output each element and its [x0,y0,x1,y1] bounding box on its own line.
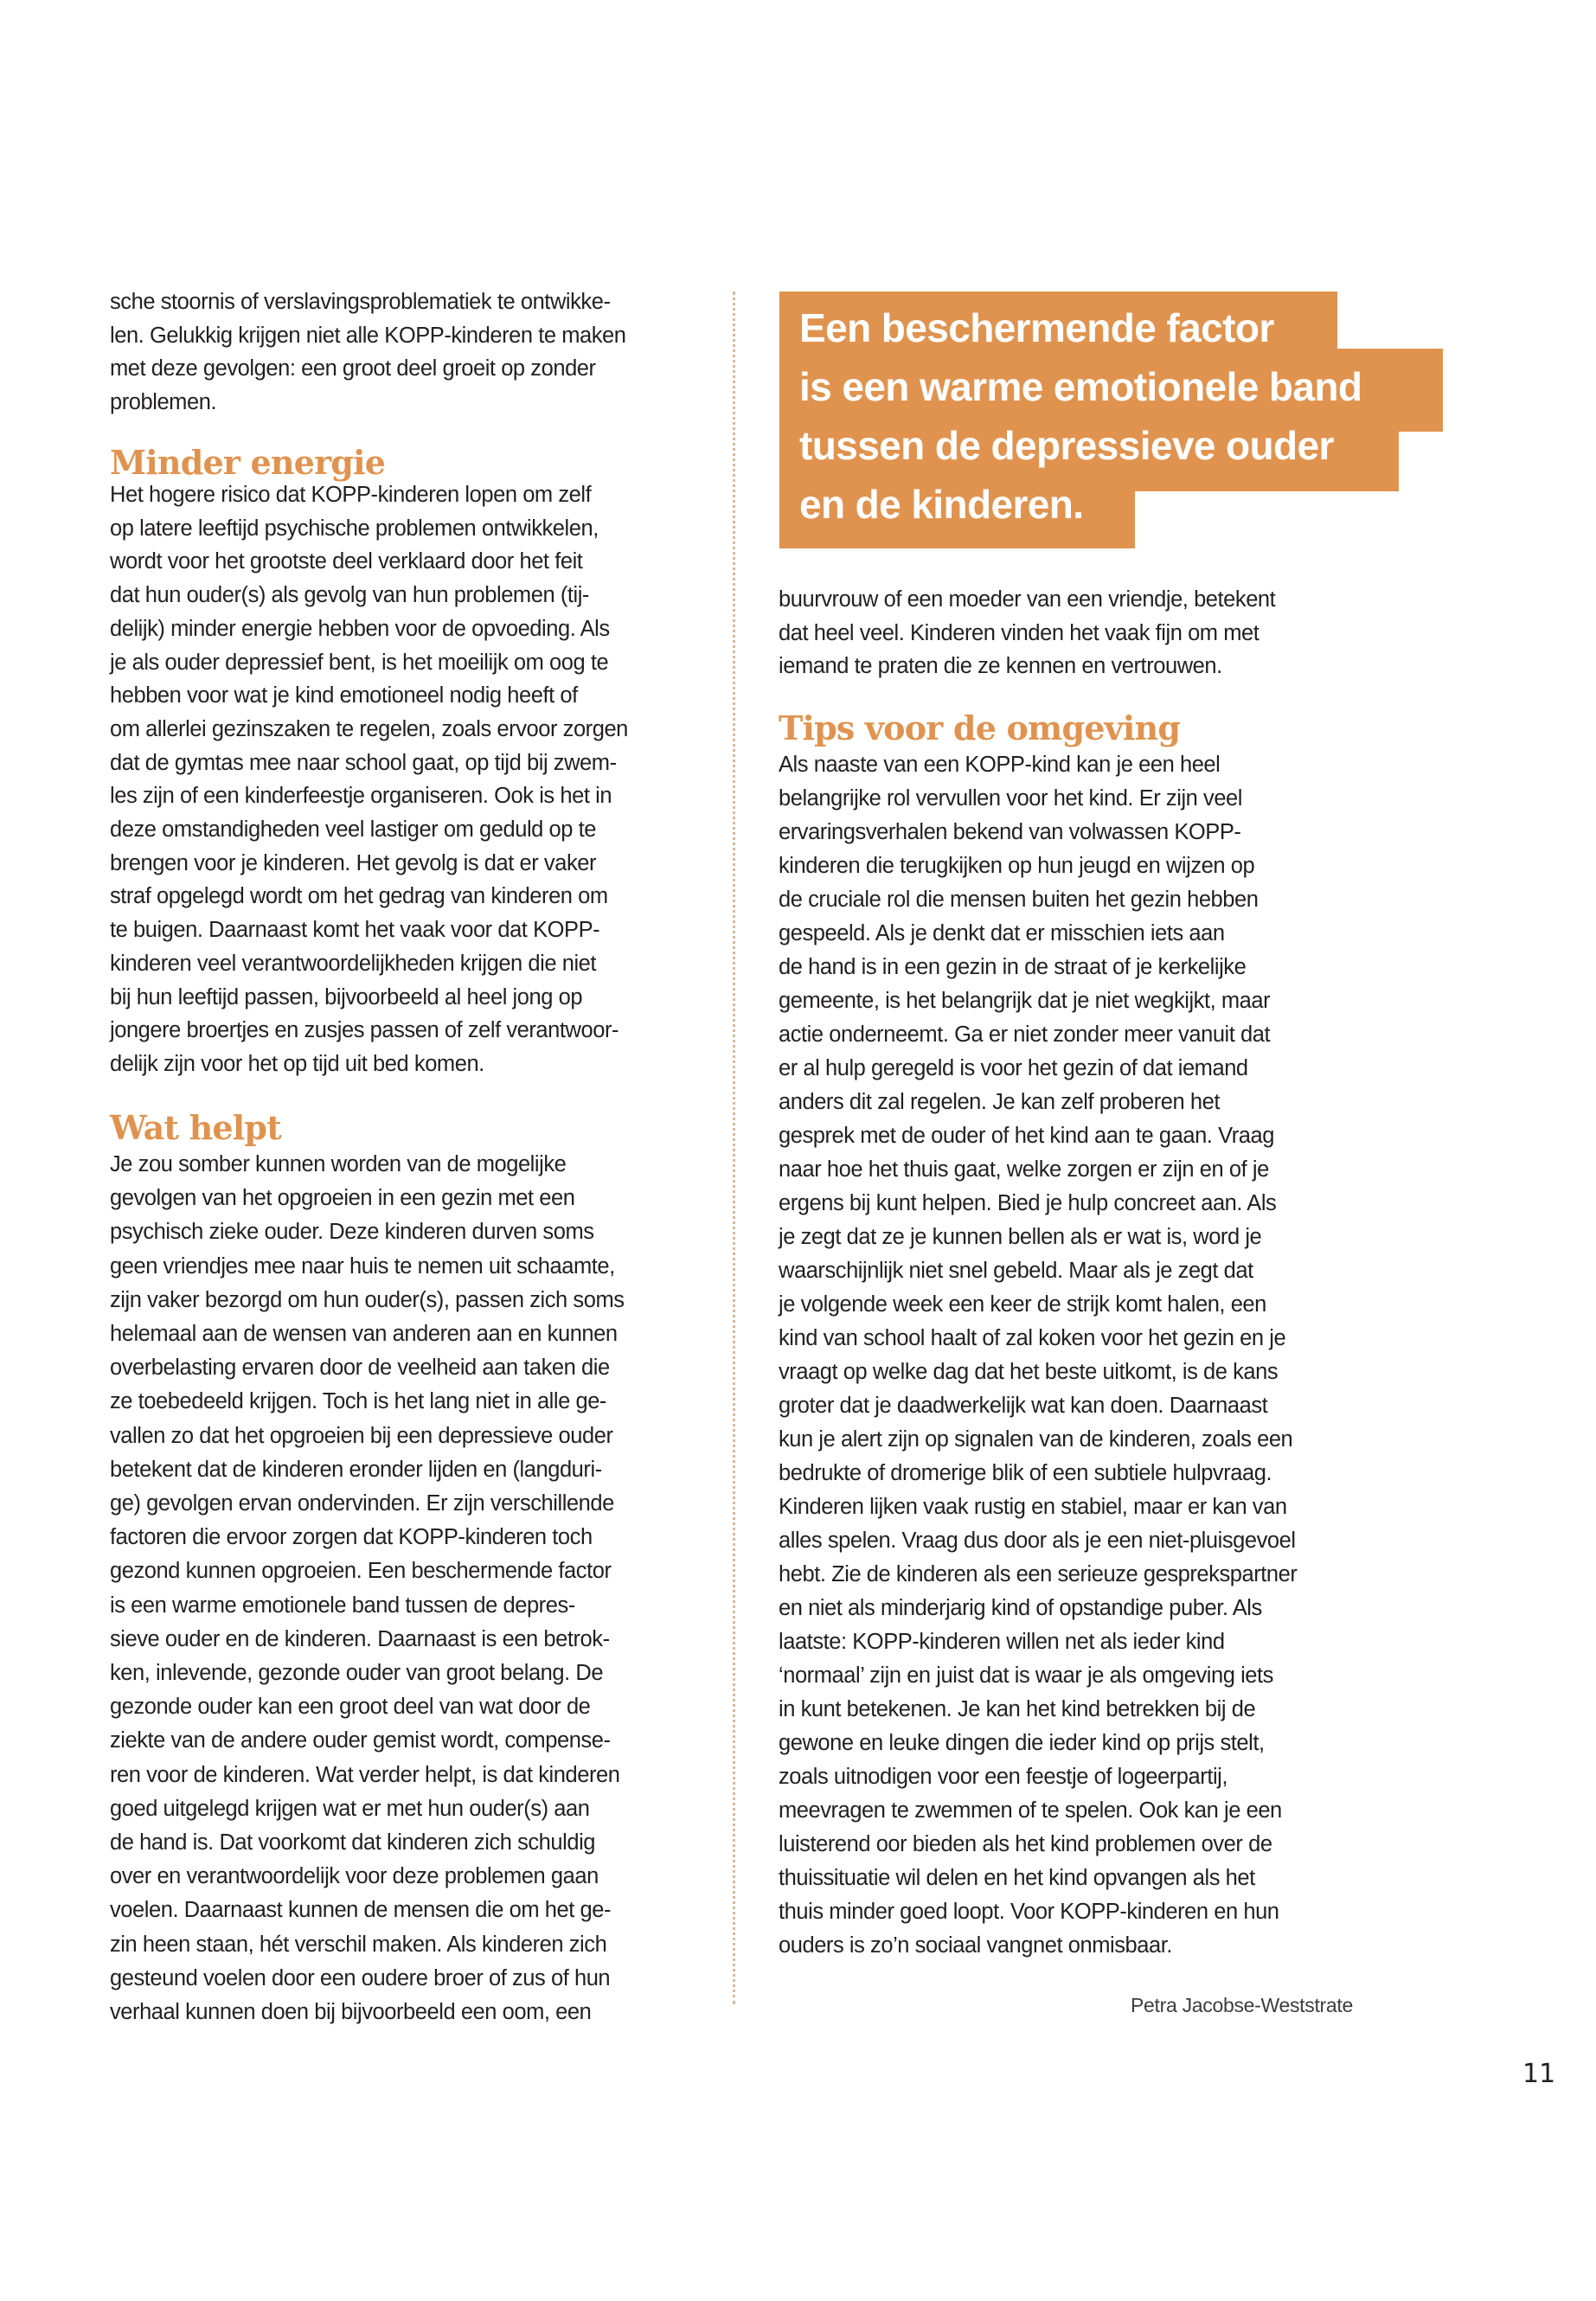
text-line: thuis minder goed loopt. Voor KOPP-kinderen en hun [779,1900,1279,1924]
text-line: ziekte van de andere ouder gemist wordt, compense- [110,1728,611,1753]
text-line: voelen. Daarnaast kunnen de mensen die om het ge- [110,1898,612,1923]
text-line: dat hun ouder(s) als gevolg van hun problemen (tij- [110,583,589,608]
text-line: ze toebedeeld krijgen. Toch is het lang niet in alle ge- [110,1389,606,1414]
text-line: ergens bij kunt helpen. Bied je hulp concreet aan. Als [779,1191,1277,1215]
text-line: dat de gymtas mee naar school gaat, op tijd bij zwem- [110,750,617,775]
text-line: sieve ouder en de kinderen. Daarnaast is een betrok- [110,1626,610,1651]
text-line: gesteund voelen door een oudere broer of zus of hun [110,1965,611,1990]
text-line: hebt. Zie de kinderen als een serieuze gesprekspartner [779,1562,1298,1586]
text-line: luisterend oor bieden als het kind problemen over de [779,1832,1272,1856]
text-line: kind van school haalt of zal koken voor het gezin en je [779,1326,1286,1350]
text-line: wordt voor het grootste deel verklaard door het feit [110,549,583,574]
text-line: kinderen veel verantwoordelijkheden krijgen die niet [110,951,597,976]
pull-quote-line: is een warme emotionele band [799,364,1362,409]
text-line: delijk) minder energie hebben voor de opvoeding. Als [110,616,610,641]
text-line: waarschijnlijk niet snel gebeld. Maar als je zegt dat [779,1259,1253,1283]
text-line: dat heel veel. Kinderen vinden het vaak fijn om met [779,620,1259,645]
text-line: laatste: KOPP-kinderen willen net als ieder kind [779,1630,1225,1654]
dotted-column-divider [733,292,735,2004]
text-line: ‘normaal’ zijn en juist dat is waar je als omgeving iets [779,1663,1273,1688]
text-line: verhaal kunnen doen bij bijvoorbeeld een oom, een [110,2000,592,2024]
left-column [110,0,698,2301]
text-line: groter dat je daadwerkelijk wat kan doen. Daarnaast [779,1394,1268,1418]
text-line: delijk zijn voor het op tijd uit bed komen. [110,1051,484,1076]
text-line: jongere broertjes en zusjes passen of zelf verantwoor- [110,1018,619,1043]
text-line: kun je alert zijn op signalen van de kinderen, zoals een [779,1427,1293,1452]
text-line: naar hoe het thuis gaat, welke zorgen er zijn en of je [779,1157,1269,1182]
text-line: gezond kunnen opgroeien. Een beschermende factor [110,1559,612,1584]
text-line: iemand te praten die ze kennen en vertrouwen. [779,654,1222,679]
text-line: zoals uitnodigen voor een feestje of logeerpartij, [779,1765,1228,1789]
text-line: anders dit zal regelen. Je kan zelf proberen het [779,1090,1220,1114]
pull-quote-line: en de kinderen. [799,482,1084,527]
text-line: ouders is zo’n sociaal vangnet onmisbaar. [779,1933,1172,1958]
text-line: hebben voor wat je kind emotioneel nodig heeft of [110,683,578,708]
text-line: ren voor de kinderen. Wat verder helpt, is dat kinderen [110,1762,620,1787]
text-line: straf opgelegd wordt om het gedrag van kinderen om [110,884,608,909]
text-line: je als ouder depressief bent, is het moeilijk om oog te [110,650,609,675]
text-line: om allerlei gezinszaken te regelen, zoals ervoor zorgen [110,716,628,741]
text-line: de hand is. Dat voorkomt dat kinderen zich schuldig [110,1830,596,1855]
text-line: les zijn of een kinderfeestje organiseren. Ook is het in [110,784,612,809]
text-line: gewone en leuke dingen die ieder kind op prijs stelt, [779,1731,1265,1755]
text-line: overbelasting ervaren door de veelheid aan taken die [110,1356,610,1381]
author-byline: Petra Jacobse-Weststrate [1131,1994,1353,2016]
text-line: ge) gevolgen ervan ondervinden. Er zijn verschillende [110,1491,614,1516]
text-line: belangrijke rol vervullen voor het kind. Er zijn veel [779,786,1243,811]
text-line: kinderen die terugkijken op hun jeugd en wijzen op [779,854,1255,878]
text-line: bij hun leeftijd passen, bijvoorbeeld al heel jong op [110,984,583,1009]
text-line: gezonde ouder kan een groot deel van wat door de [110,1695,591,1720]
text-line: helemaal aan de wensen van anderen aan en kunnen [110,1322,618,1346]
text-line: actie onderneemt. Ga er niet zonder meer vanuit dat [779,1022,1271,1047]
text-line: de hand is in een gezin in de straat of je kerkelijke [779,955,1247,979]
text-line: vraagt op welke dag dat het beste uitkomt, is de kans [779,1360,1279,1384]
text-line: gemeente, is het belangrijk dat je niet wegkijkt, maar [779,989,1271,1013]
text-line: vallen zo dat het opgroeien bij een depressieve ouder [110,1423,613,1448]
text-line: ervaringsverhalen bekend van volwassen KOPP- [779,820,1241,844]
text-line: zijn vaker bezorgd om hun ouder(s), passen zich soms [110,1287,625,1312]
text-line: op latere leeftijd psychische problemen ontwikkelen, [110,516,599,541]
text-line: gesprek met de ouder of het kind aan te gaan. Vraag [779,1124,1274,1148]
text-line: factoren die ervoor zorgen dat KOPP-kinderen toch [110,1525,593,1550]
text-line: problemen. [110,389,217,414]
pull-quote-line: Een beschermende factor [799,305,1274,350]
text-line: zin heen staan, hét verschil maken. Als kinderen zich [110,1932,607,1957]
text-line: de cruciale rol die mensen buiten het gezin hebben [779,888,1259,912]
text-line: te buigen. Daarnaast komt het vaak voor dat KOPP- [110,918,600,943]
text-line: je volgende week een keer de strijk komt halen, een [779,1292,1266,1317]
text-line: len. Gelukkig krijgen niet alle KOPP-kinderen te maken [110,323,626,348]
text-line: je zegt dat ze je kunnen bellen als er wat is, word je [779,1225,1262,1249]
section-heading-minder-energie: Minder energie [110,443,386,482]
text-line: gevolgen van het opgroeien in een gezin met een [110,1186,575,1211]
pull-quote-line: tussen de depressieve ouder [799,423,1334,468]
text-line: Kinderen lijken vaak rustig en stabiel, maar er kan van [779,1495,1287,1519]
right-column [779,0,1384,2301]
section-heading-wat-helpt: Wat helpt [110,1108,281,1147]
page-number: 11 [1522,2059,1556,2089]
text-line: in kunt betekenen. Je kan het kind betrekken bij de [779,1697,1256,1721]
text-line: brengen voor je kinderen. Het gevolg is dat er vaker [110,850,597,875]
text-line: er al hulp geregeld is voor het gezin of dat iemand [779,1056,1248,1080]
text-line: betekent dat de kinderen eronder lijden en (langduri- [110,1457,602,1482]
text-line: thuissituatie wil delen en het kind opvangen als het [779,1866,1255,1890]
text-line: over en verantwoordelijk voor deze problemen gaan [110,1864,599,1889]
text-line: deze omstandigheden veel lastiger om geduld op te [110,817,597,842]
text-line: is een warme emotionele band tussen de depres- [110,1593,575,1618]
text-line: goed uitgelegd krijgen wat er met hun ouder(s) aan [110,1796,590,1821]
text-line: Het hogere risico dat KOPP-kinderen lopen om zelf [110,483,592,507]
text-line: ken, inlevende, gezonde ouder van groot belang. De [110,1661,604,1685]
text-line: Je zou somber kunnen worden van de mogelijke [110,1152,567,1176]
text-line: alles spelen. Vraag dus door als je een niet-pluisgevoel [779,1529,1296,1553]
text-line: sche stoornis of verslavingsproblematiek te ontwikke- [110,290,611,314]
text-line: bedrukte of dromerige blik of een subtiele hulpvraag. [779,1461,1272,1485]
text-line: en niet als minderjarig kind of opstandige puber. Als [779,1596,1262,1620]
section-heading-tips-voor-de-omgeving: Tips voor de omgeving [779,708,1181,747]
text-line: gespeeld. Als je denkt dat er misschien iets aan [779,921,1225,945]
text-line: met deze gevolgen: een groot deel groeit op zonder [110,356,596,381]
text-line: geen vriendjes mee naar huis te nemen uit schaamte, [110,1253,615,1279]
text-line: buurvrouw of een moeder van een vriendje, betekent [779,587,1276,612]
text-line: Als naaste van een KOPP-kind kan je een heel [779,753,1221,777]
text-line: meevragen te zwemmen of te spelen. Ook kan je een [779,1798,1282,1823]
text-line: psychisch zieke ouder. Deze kinderen durven soms [110,1220,594,1245]
